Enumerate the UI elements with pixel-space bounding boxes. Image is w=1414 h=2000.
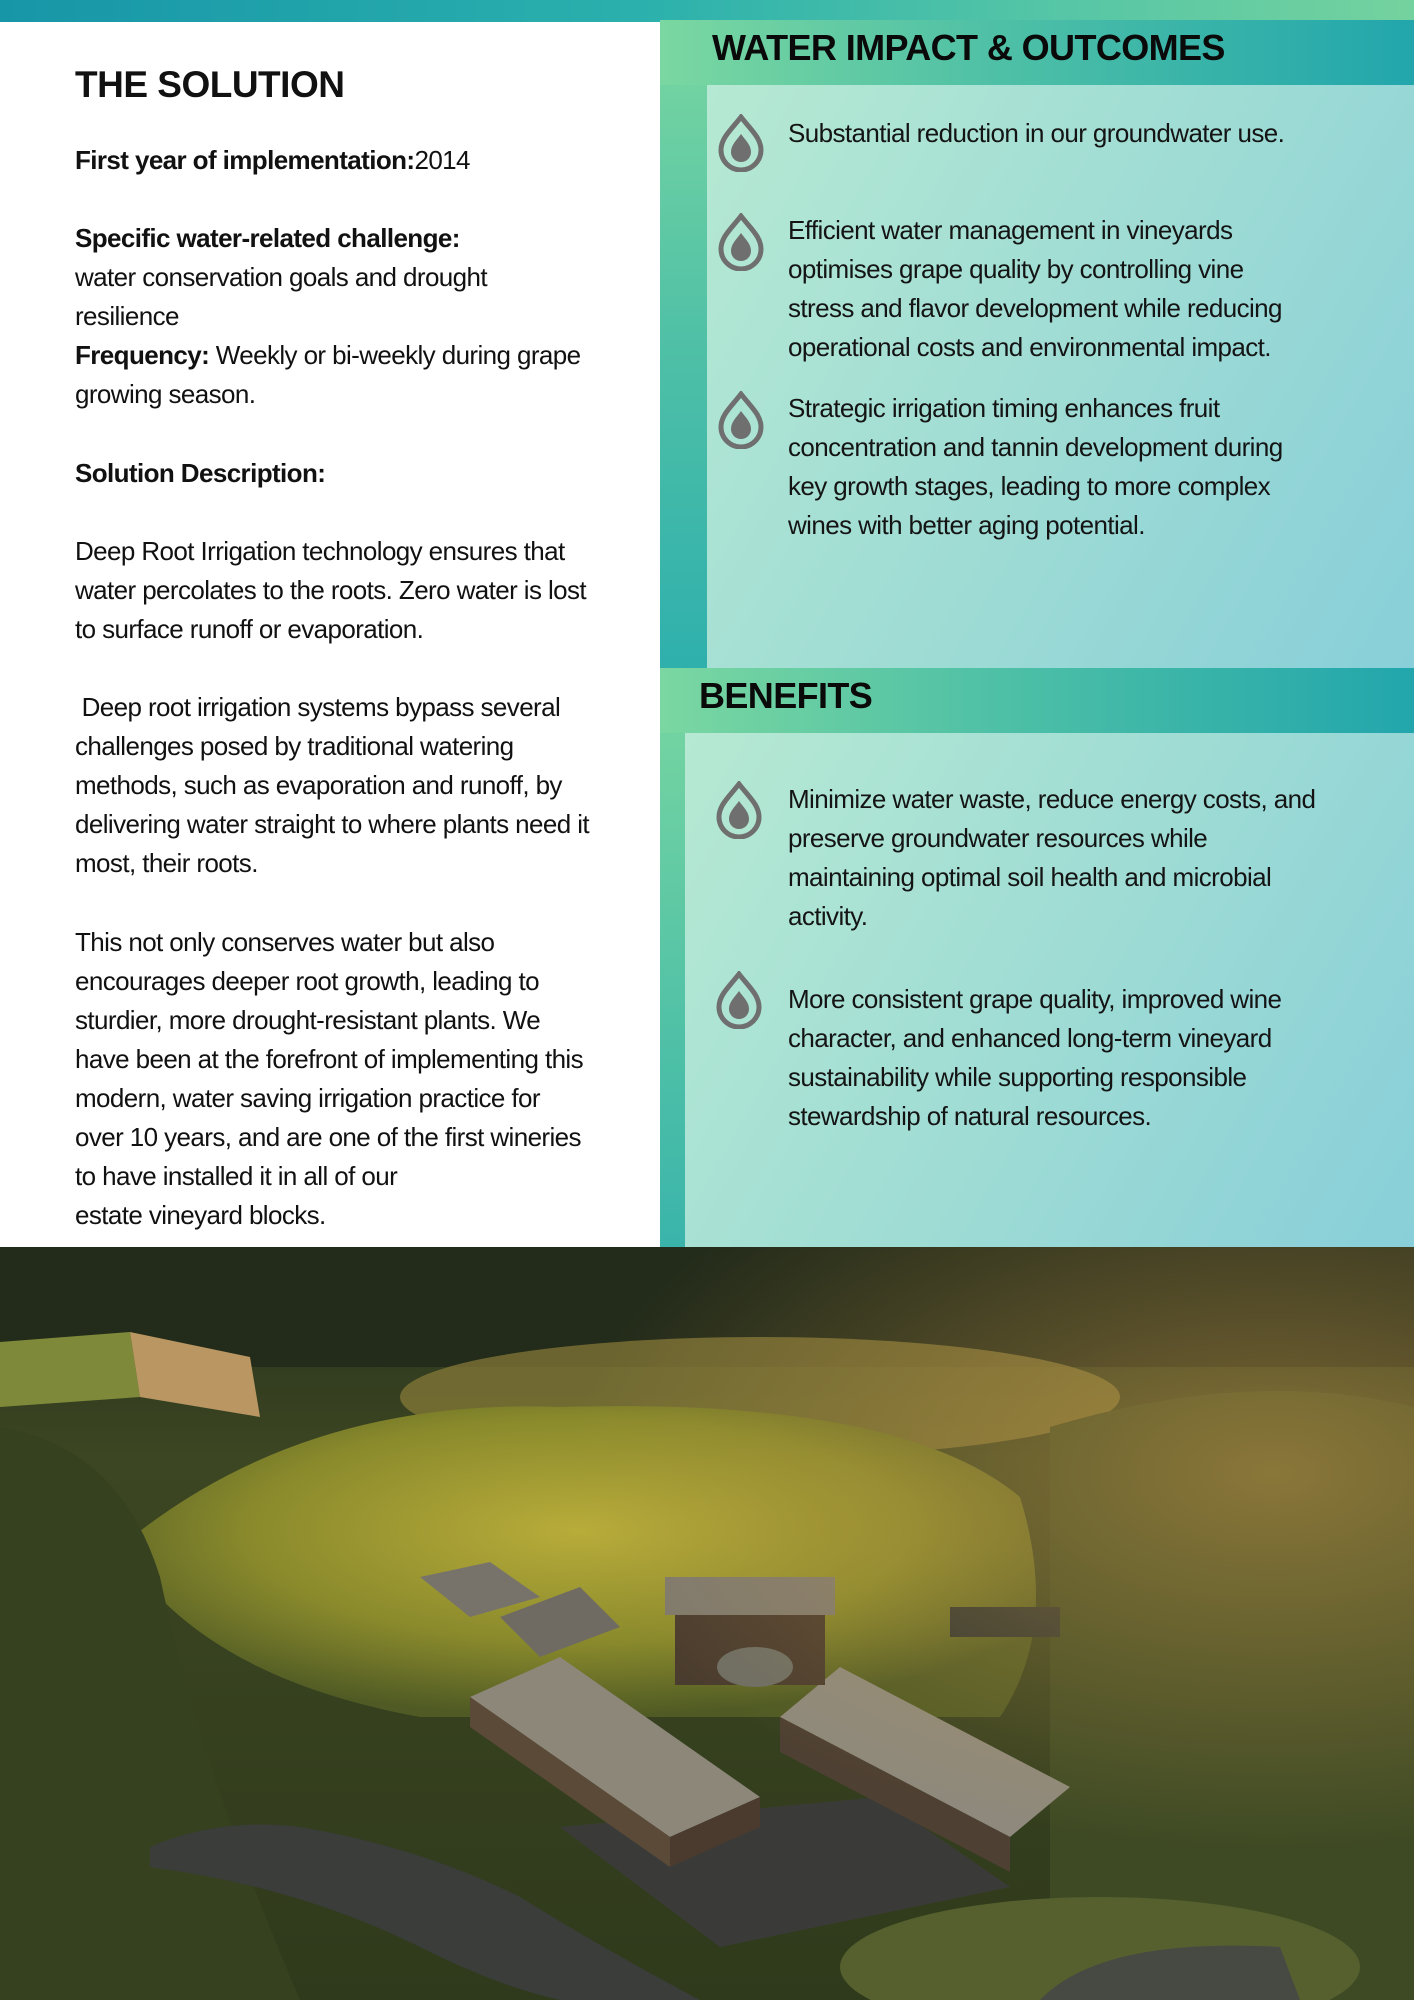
challenge-text-line: water conservation goals and drought: [75, 262, 488, 292]
solution-title: THE SOLUTION: [75, 64, 345, 105]
winery-aerial-illustration: [0, 1247, 1414, 2000]
description-line: Deep root irrigation systems bypass several: [75, 692, 561, 722]
impact-item-line: Efficient water management in vineyards: [788, 215, 1233, 245]
description-line: This not only conserves water but also: [75, 927, 495, 957]
first-year-value: 2014: [414, 145, 470, 175]
frequency-text-line: growing season.: [75, 379, 256, 409]
frequency-value: Weekly or bi-weekly during grape: [209, 340, 581, 370]
description-line: over 10 years, and are one of the first wineries: [75, 1122, 581, 1152]
water-drop-icon: [717, 213, 765, 271]
benefit-item-line: stewardship of natural resources.: [788, 1101, 1152, 1131]
impact-content-box: [707, 85, 1414, 668]
benefits-title: BENEFITS: [699, 675, 873, 716]
description-line: sturdier, more drought-resistant plants. We: [75, 1005, 541, 1035]
description-line: to have installed it in all of our: [75, 1161, 398, 1191]
impact-item-line: concentration and tannin development during: [788, 432, 1283, 462]
frequency-label: Frequency:: [75, 340, 210, 370]
description-line: Deep Root Irrigation technology ensures that: [75, 536, 565, 566]
water-drop-icon: [717, 391, 765, 449]
challenge-label: Specific water-related challenge:: [75, 223, 460, 253]
water-drop-icon: [715, 781, 763, 839]
water-drop-icon: [717, 114, 765, 172]
water-drop-icon: [715, 971, 763, 1029]
benefit-item-line: Minimize water waste, reduce energy costs, and: [788, 784, 1316, 814]
first-year-label: First year of implementation:: [75, 145, 415, 175]
description-label: Solution Description:: [75, 458, 326, 488]
description-line: water percolates to the roots. Zero water is lost: [75, 575, 587, 605]
benefit-item-line: More consistent grape quality, improved wine: [788, 984, 1282, 1014]
impact-item-line: optimises grape quality by controlling vine: [788, 254, 1244, 284]
impact-item-line: stress and flavor development while reducing: [788, 293, 1282, 323]
benefit-item-line: maintaining optimal soil health and microbial: [788, 862, 1272, 892]
impact-item-line: Substantial reduction in our groundwater use.: [788, 118, 1285, 148]
impact-item-line: key growth stages, leading to more complex: [788, 471, 1271, 501]
description-line: most, their roots.: [75, 848, 258, 878]
impact-item-line: operational costs and environmental impact.: [788, 332, 1271, 362]
benefit-item-line: activity.: [788, 901, 868, 931]
description-line: encourages deeper root growth, leading to: [75, 966, 539, 996]
first-year-row: [75, 141, 470, 180]
impact-item-line: Strategic irrigation timing enhances fruit: [788, 393, 1220, 423]
description-line: challenges posed by traditional watering: [75, 731, 514, 761]
impact-title: WATER IMPACT & OUTCOMES: [712, 27, 1225, 68]
description-line: methods, such as evaporation and runoff, by: [75, 770, 562, 800]
challenge-text-line: resilience: [75, 301, 179, 331]
frequency-row: [75, 336, 581, 375]
benefit-item-line: sustainability while supporting responsible: [788, 1062, 1247, 1092]
description-line: have been at the forefront of implementing this: [75, 1044, 584, 1074]
benefit-item-line: preserve groundwater resources while: [788, 823, 1208, 853]
description-line: to surface runoff or evaporation.: [75, 614, 424, 644]
description-line: estate vineyard blocks.: [75, 1200, 326, 1230]
impact-item-line: wines with better aging potential.: [788, 510, 1145, 540]
benefit-item-line: character, and enhanced long-term vineyard: [788, 1023, 1272, 1053]
description-line: delivering water straight to where plants need it: [75, 809, 590, 839]
winery-aerial-photo: [0, 1247, 1414, 2000]
top-accent-bar: [0, 0, 1414, 22]
description-line: modern, water saving irrigation practice for: [75, 1083, 540, 1113]
